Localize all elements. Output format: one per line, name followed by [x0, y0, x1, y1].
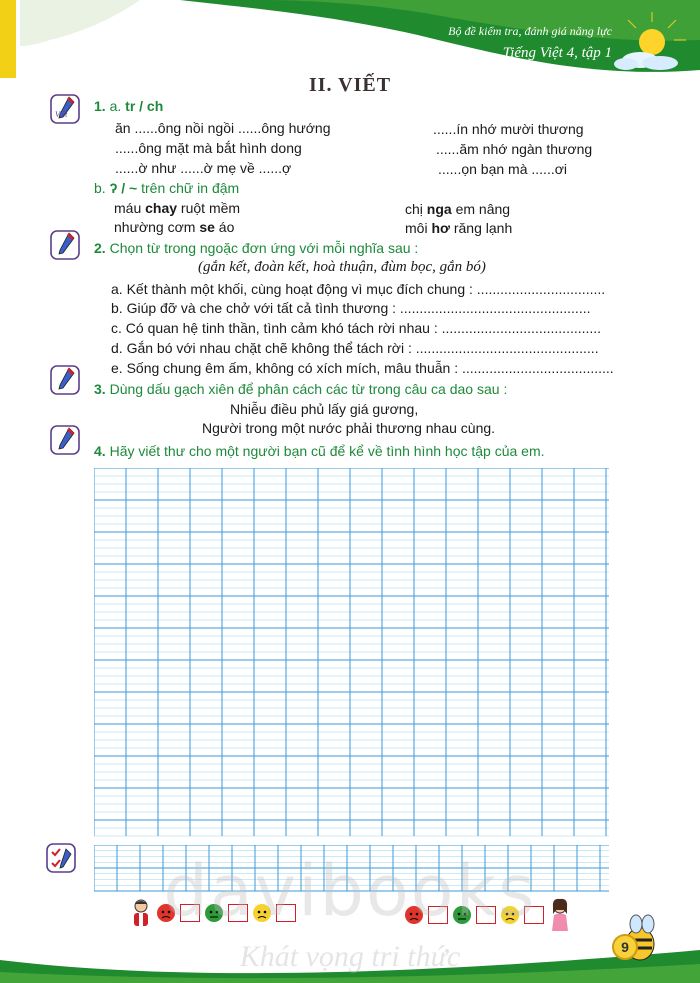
- writing-grid[interactable]: [94, 468, 609, 838]
- q1-a-right-1: ......ín nhớ mười thương: [433, 121, 584, 137]
- q1-part-a-label: a.: [109, 98, 122, 114]
- q2-item-a: a. Kết thành một khối, cùng hoạt động vì mục đích chung : .................................: [111, 281, 606, 297]
- q1-a-line-1: ăn ......ông nồi ngồi ......ông hướng: [115, 120, 331, 136]
- q1-a-line-2: ......ông mặt mà bắt hình dong: [115, 140, 302, 156]
- q2-item-e: e. Sống chung êm ấm, không có xích mích, mâu thuẫn : .......................................: [111, 360, 614, 376]
- q2-item-d: d. Gắn bó với nhau chặt chẽ không thể tách rời : ...............................................: [111, 340, 599, 356]
- q1-a-right-3: ......ọn bạn mà ......ơi: [438, 161, 568, 177]
- q3-verse-2: Người trong một nước phải thương nhau cùng.: [202, 420, 496, 436]
- q2-item-c: c. Có quan hệ tinh thần, tình cảm khó tách rời nhau : .........................................: [111, 320, 602, 336]
- q3-verse-1: Nhiễu điều phủ lấy giá gương,: [230, 401, 419, 417]
- q3-prompt: Dùng dấu gạch xiên để phân cách các từ trong câu ca dao sau :: [109, 381, 508, 397]
- write-badge-icon: [50, 94, 80, 124]
- q1-b-item-4: môi hơ răng lạnh: [405, 220, 513, 236]
- q1-b-item-2: nhường cơm se áo: [114, 219, 235, 235]
- q1-part-a-rule: tr / ch: [125, 98, 164, 114]
- write-badge-icon: [50, 230, 80, 260]
- header-series-title: Bộ đề kiểm tra, đánh giá năng lực: [448, 24, 612, 38]
- section-title: II. VIẾT: [308, 74, 392, 96]
- q1-a-right-2: ......ăm nhớ ngàn thương: [436, 141, 593, 157]
- page-number: 9: [612, 934, 638, 960]
- q1-a-line-3: ......ờ như ......ờ mẹ về ......ợ: [115, 160, 292, 176]
- q1-part-b-text: trên chữ in đậm: [141, 180, 240, 196]
- q1-part-b-label: b.: [94, 180, 106, 196]
- q4-prompt: Hãy viết thư cho một người bạn cũ để kể về tình hình học tập của em.: [109, 443, 545, 459]
- q2-options: (gắn kết, đoàn kết, hoà thuận, đùm bọc, gắn bó): [198, 259, 486, 275]
- q3-number: 3.: [94, 381, 106, 397]
- watermark-brand: davibooks: [163, 850, 537, 932]
- sun-icon: [639, 29, 665, 55]
- badge-label: Viết: [55, 110, 68, 119]
- q1-part-b-rule: ʔ / ~: [109, 180, 138, 196]
- q1-b-item-1: máu chay ruột mềm: [114, 200, 241, 216]
- write-badge-icon: [50, 365, 80, 395]
- watermark-slogan: Khát vọng tri thức: [239, 940, 461, 973]
- header-book-title: Tiếng Việt 4, tập 1: [502, 45, 612, 61]
- q1-number: 1.: [94, 98, 106, 114]
- q1-b-item-3: chị nga em nâng: [405, 201, 511, 217]
- q2-prompt: Chọn từ trong ngoặc đơn ứng với mỗi nghĩa sau :: [109, 240, 419, 256]
- q4-number: 4.: [94, 443, 106, 459]
- write-badge-icon: [50, 425, 80, 455]
- q2-number: 2.: [94, 240, 106, 256]
- q2-item-b: b. Giúp đỡ và che chở với tất cả tình thương : .................................................: [111, 300, 591, 316]
